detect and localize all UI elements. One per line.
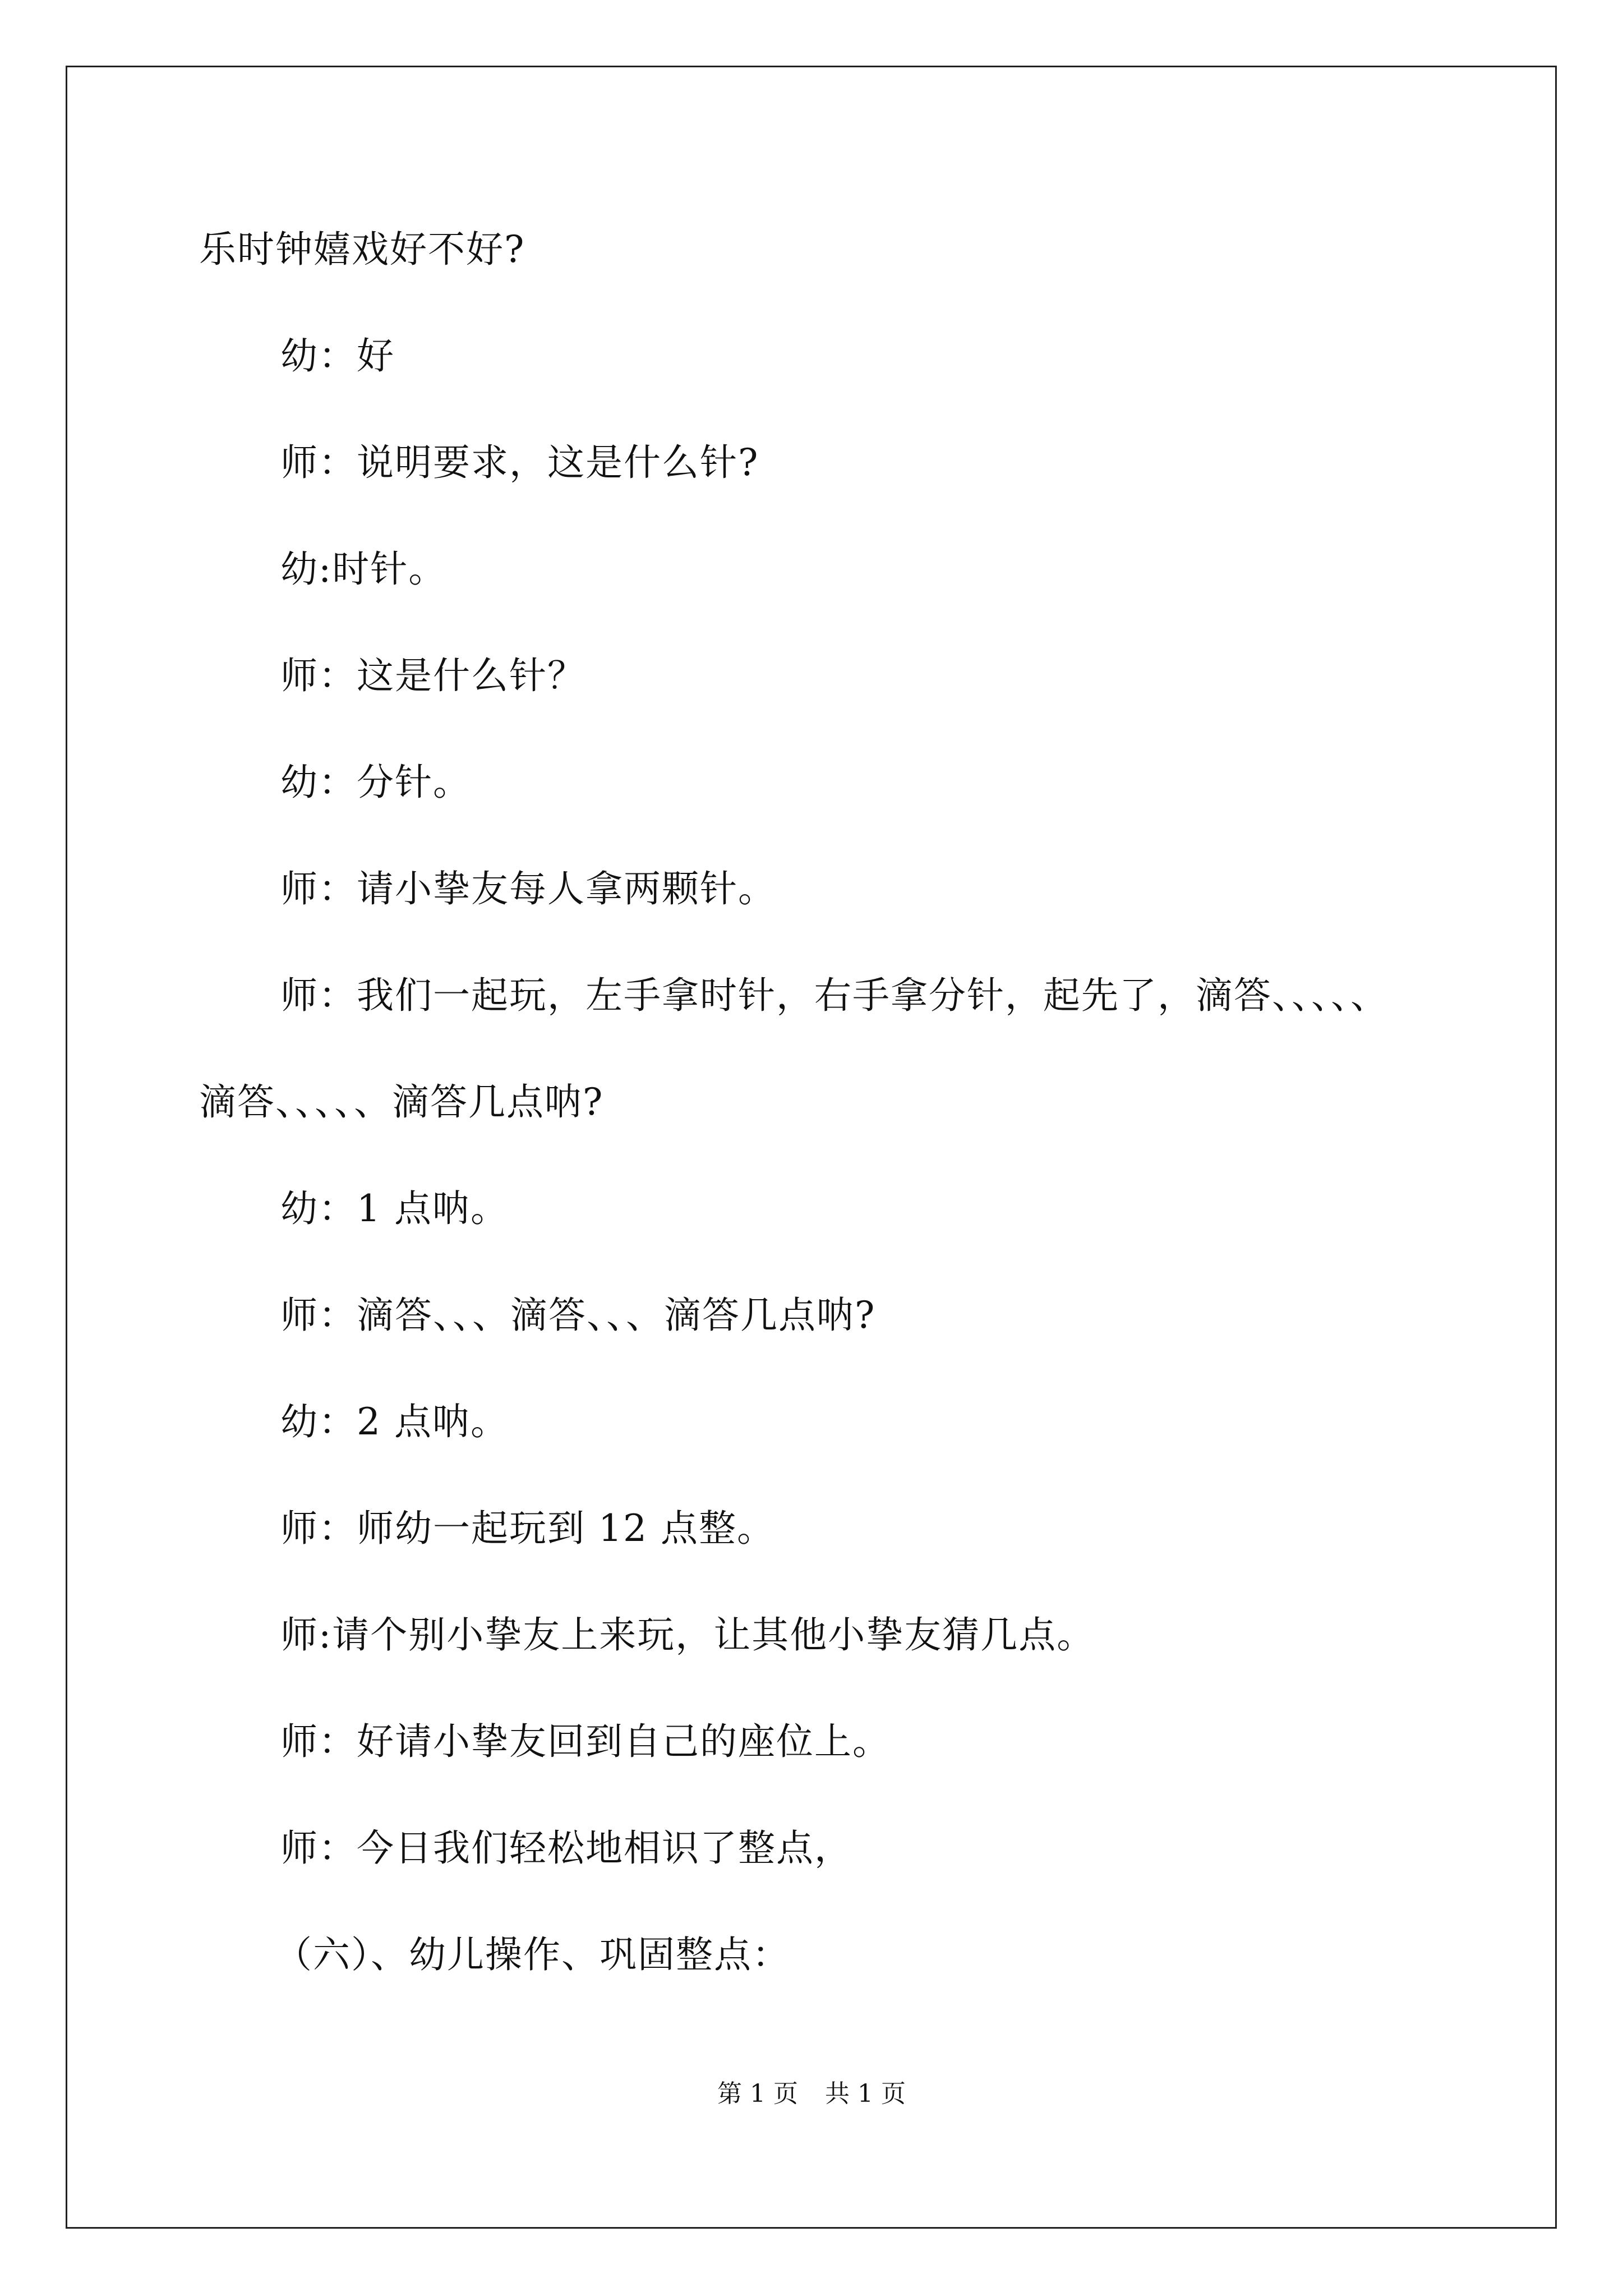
text-line-8: 师：我们一起玩，左手拿时针，右手拿分针，起先了，滴答、、、、、: [280, 974, 1389, 1017]
text-line-2: 幼：好: [280, 334, 395, 378]
text-line-17: （六）、幼儿操作、巩固整点：: [275, 1933, 790, 1976]
text-line-13: 师：师幼一起玩到 12 点整。: [280, 1507, 775, 1550]
page-border: [66, 66, 1557, 2229]
text-line-14: 师:请个别小挚友上来玩，让其他小挚友猜几点。: [280, 1613, 1095, 1657]
text-line-3: 师：说明要求，这是什么针?: [280, 441, 759, 484]
text-line-6: 幼：分针。: [280, 761, 471, 804]
text-line-9: 滴答、、、、、滴答几点呐?: [199, 1080, 604, 1124]
page-number-total: 共 1 页: [825, 2079, 906, 2108]
text-line-16: 师：今日我们轻松地相识了整点，: [280, 1826, 852, 1870]
text-line-4: 幼:时针。: [280, 547, 447, 591]
page-number-current: 第 1 页: [717, 2079, 798, 2108]
text-line-12: 幼：2 点呐。: [280, 1400, 509, 1443]
text-line-10: 幼：1 点呐。: [280, 1187, 509, 1230]
text-line-1: 乐时钟嬉戏好不好?: [199, 228, 525, 271]
page-footer: [0, 2078, 1623, 2110]
text-line-15: 师：好请小挚友回到自己的座位上。: [280, 1720, 891, 1763]
text-line-7: 师：请小挚友每人拿两颗针。: [280, 867, 776, 910]
text-line-5: 师：这是什么针？: [280, 654, 585, 697]
text-line-11: 师：滴答、、、滴答、、、滴答几点呐?: [280, 1294, 876, 1337]
